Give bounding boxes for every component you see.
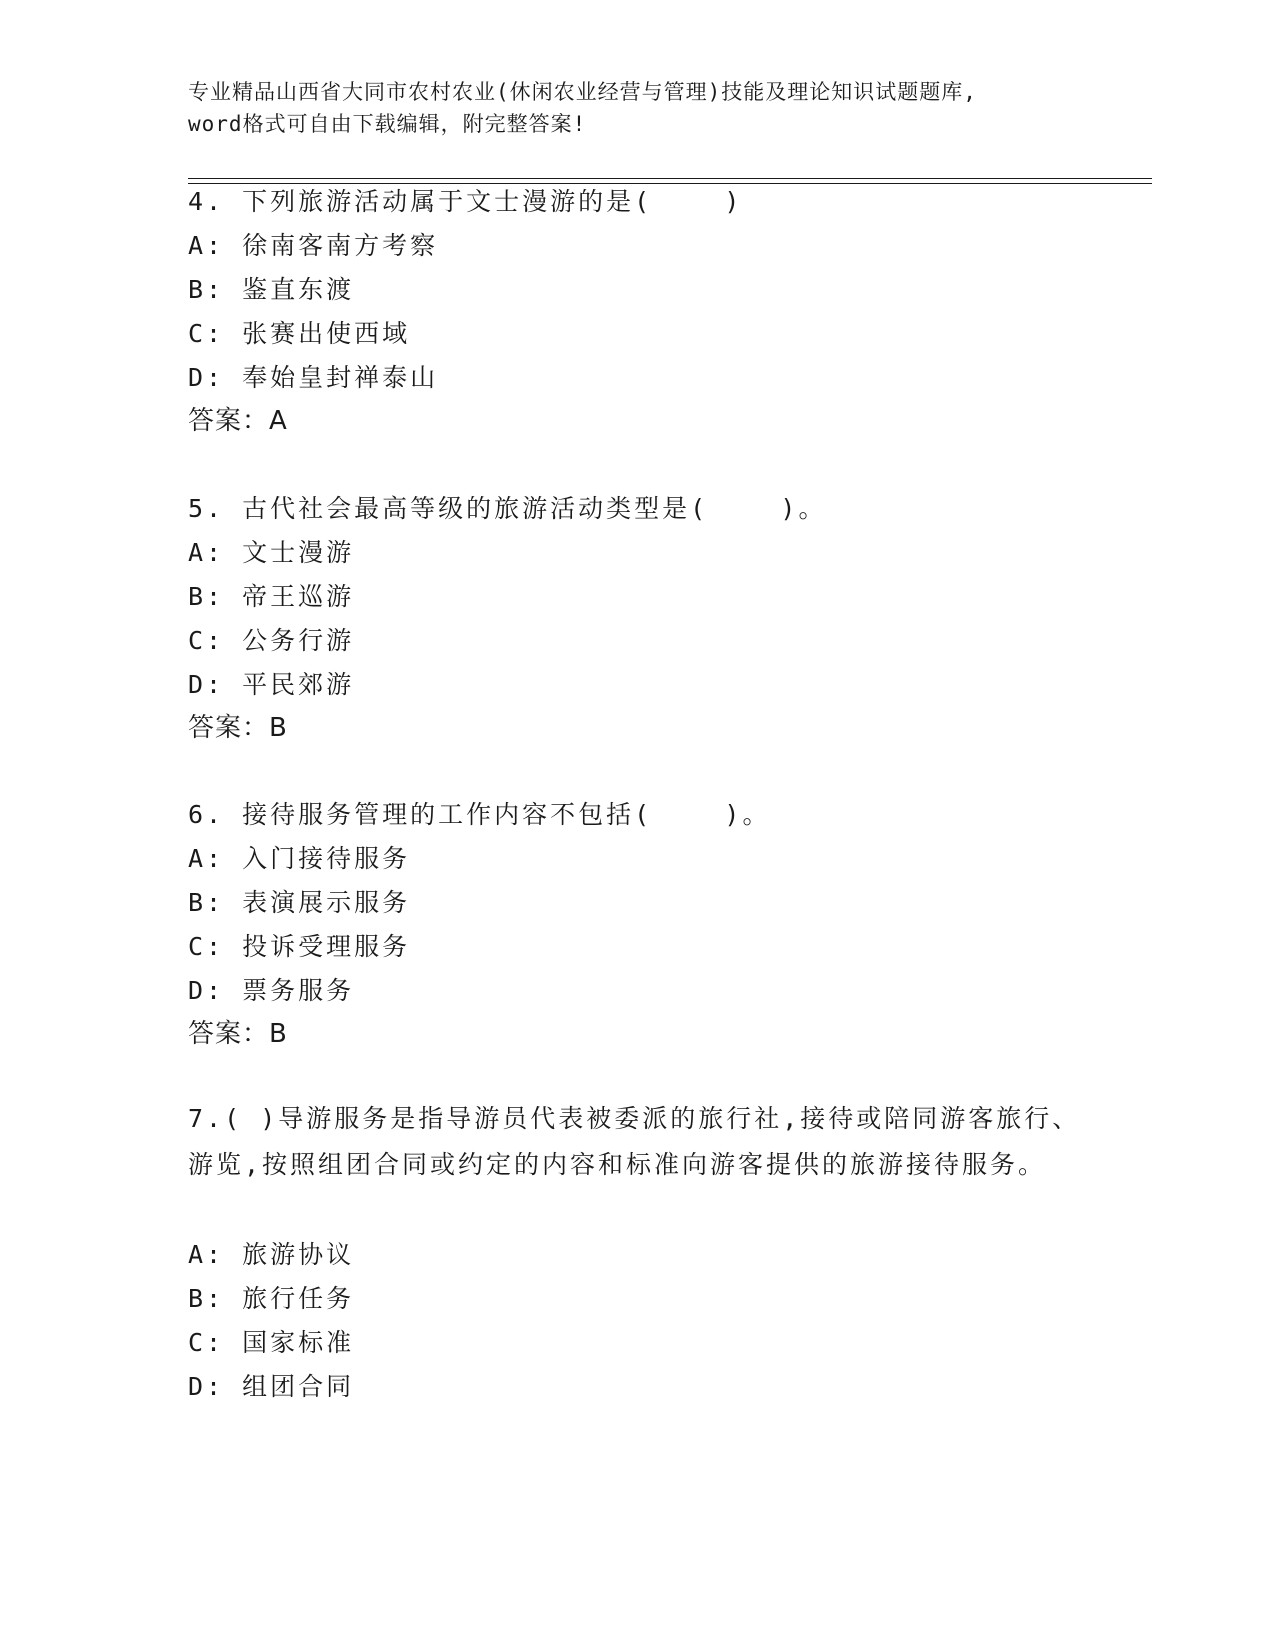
header-line-1: 专业精品山西省大同市农村农业(休闲农业经营与管理)技能及理论知识试题题库, [188, 80, 977, 104]
question-4-option-c: C: 张赛出使西域 [188, 319, 411, 348]
question-7-option-c: C: 国家标准 [188, 1328, 355, 1357]
question-6-option-b: B: 表演展示服务 [188, 888, 411, 917]
question-4-answer: 答案：A [188, 406, 288, 436]
question-4-option-a: A: 徐南客南方考察 [188, 231, 439, 260]
question-5-option-b: B: 帝王巡游 [188, 582, 355, 611]
question-5-option-d: D: 平民郊游 [188, 670, 355, 699]
question-6-option-a: A: 入门接待服务 [188, 844, 411, 873]
question-5-answer: 答案：B [188, 713, 288, 743]
question-4-option-b: B: 鉴直东渡 [188, 275, 355, 304]
header-line-2: word格式可自由下载编辑，附完整答案! [188, 112, 587, 136]
question-5-option-a: A: 文士漫游 [188, 538, 355, 567]
question-7-option-b: B: 旅行任务 [188, 1284, 355, 1313]
question-6-option-c: C: 投诉受理服务 [188, 932, 411, 961]
question-4-option-d: D: 奉始皇封禅泰山 [188, 363, 439, 392]
question-7-option-a: A: 旅游协议 [188, 1240, 355, 1269]
question-6-stem: 6. 接待服务管理的工作内容不包括( )。 [188, 800, 771, 829]
question-6-option-d: D: 票务服务 [188, 976, 355, 1005]
question-7-stem: 7.( )导游服务是指导游员代表被委派的旅行社,接待或陪同游客旅行、游览,按照组团合同或约定的内容和标准向游客提供的旅游接待服务。 [188, 1104, 1081, 1179]
question-4-stem: 4. 下列旅游活动属于文士漫游的是( ) [188, 187, 743, 216]
question-6-answer: 答案：B [188, 1019, 288, 1049]
question-7-option-d: D: 组团合同 [188, 1372, 355, 1401]
question-5-option-c: C: 公务行游 [188, 626, 355, 655]
header-divider [188, 178, 1152, 184]
document-header [188, 76, 1088, 140]
question-5-stem: 5. 古代社会最高等级的旅游活动类型是( )。 [188, 494, 827, 523]
